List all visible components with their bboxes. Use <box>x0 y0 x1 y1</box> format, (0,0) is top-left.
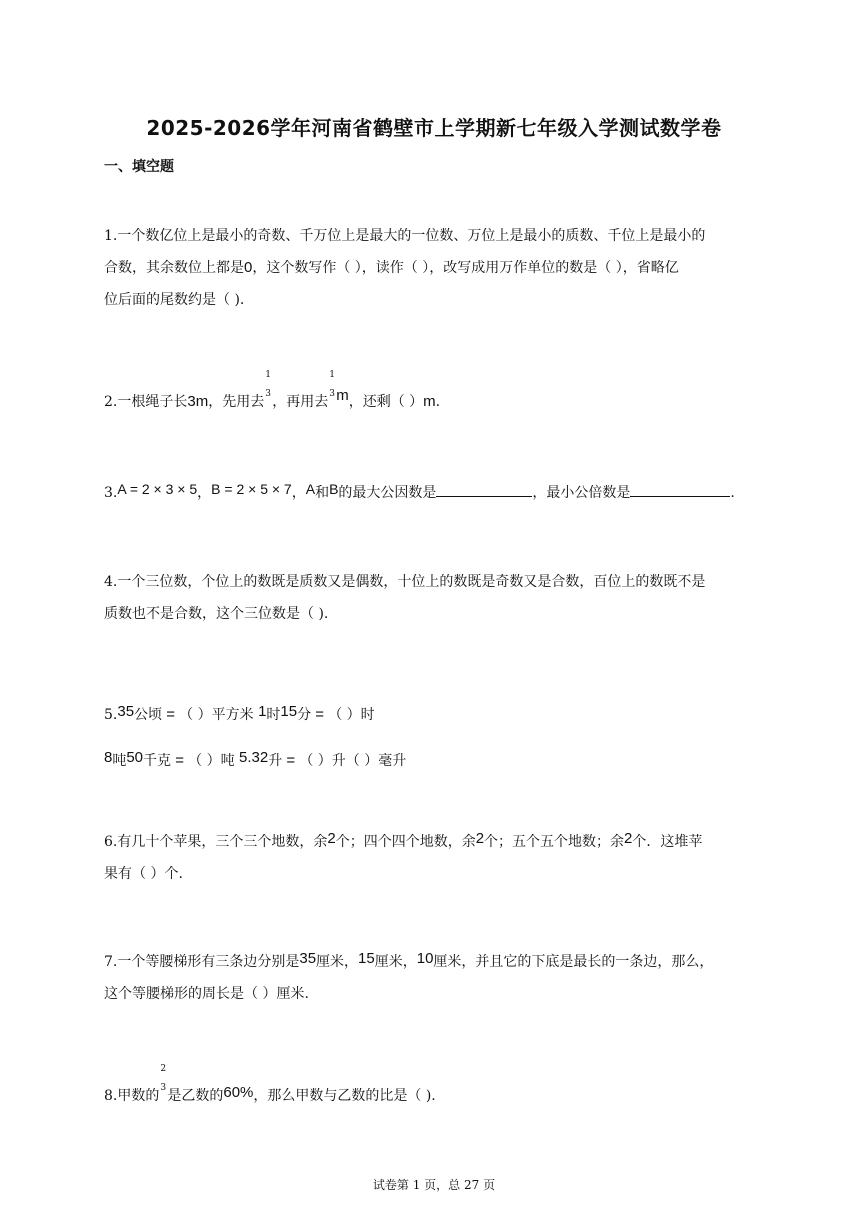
q3-text: 的最大公因数是 <box>338 485 437 501</box>
q3-expression-a: A = 2 × 3 × 5 <box>117 481 198 497</box>
q5-text: （ ）时 <box>328 707 375 723</box>
q3-text: ， <box>291 485 306 501</box>
q8-text: 是乙数的 <box>167 1088 224 1104</box>
q5-num: 15 <box>280 703 298 720</box>
fraction-1-3 <box>264 370 272 406</box>
q3-expression-b: B = 2 × 5 × 7 <box>211 481 292 497</box>
q1-text: ，这个数写作（ ），读作（ ），改写成用万作单位的数是（ ），省略亿 <box>252 260 679 276</box>
q3-text: ，最小公倍数是 <box>532 485 631 501</box>
q3-text: . <box>730 485 735 501</box>
q1-text: 合数，其余数位上都是 <box>104 260 244 276</box>
q2-text: . <box>435 394 441 410</box>
q7-num: 35 <box>299 950 317 967</box>
q4-line2: 质数也不是合数，这个三位数是（ ). <box>104 606 329 622</box>
question-7 <box>104 946 764 1010</box>
q5-line2 <box>104 738 764 784</box>
q3-var: A <box>305 481 316 497</box>
q5-text: 吨 <box>112 753 127 769</box>
q1-num: 0 <box>244 259 253 276</box>
q5-line1 <box>104 692 764 738</box>
q7-num: 10 <box>416 950 434 967</box>
answer-blank-lcm[interactable] <box>630 482 730 497</box>
page-footer: 试卷第 1 页，总 27 页 <box>372 1178 496 1192</box>
q5-text: 升 <box>268 753 283 769</box>
question-4 <box>104 566 764 630</box>
q3-var: B <box>329 481 339 497</box>
page-title: 2025-2026学年河南省鹤壁市上学期新七年级入学测试数学卷 <box>146 116 722 140</box>
q5-text: （ ）升（ ）毫升 <box>299 753 407 769</box>
q7-text: 7.一个等腰梯形有三条边分别是 <box>104 954 300 970</box>
q5-eq: = <box>282 752 300 769</box>
q5-text: 时 <box>266 707 281 723</box>
section-heading: 一、填空题 <box>104 159 174 175</box>
q5-text: 千克 <box>143 753 172 769</box>
fraction-numerator: 1 <box>265 370 271 380</box>
fraction-1-3 <box>328 370 336 406</box>
fraction-numerator: 1 <box>329 370 335 380</box>
q8-percent: 60% <box>223 1084 254 1101</box>
q5-num: 8 <box>104 749 113 766</box>
q3-text: ， <box>197 485 212 501</box>
q6-num: 2 <box>475 830 485 847</box>
q7-text: 厘米，并且它的下底是最长的一条边，那么， <box>433 954 714 970</box>
fraction-2-3 <box>159 1064 167 1100</box>
q5-eq: = <box>311 706 329 723</box>
fraction-denominator: 3 <box>265 389 271 399</box>
q1-line1: 1.一个数亿位上是最小的奇数、千万位上是最大的一位数、万位上是最小的质数、千位上是最小的 <box>104 228 706 244</box>
q4-line1: 4.一个三位数，个位上的数既是质数又是偶数，十位上的数既是奇数又是合数，百位上的数既不是 <box>104 574 706 590</box>
q5-num: 35 <box>117 703 135 720</box>
q6-text: 6.有几十个苹果，三个三个地数，余 <box>104 834 328 850</box>
question-3 <box>104 476 764 509</box>
q7-num: 15 <box>358 950 375 967</box>
q2-unit: m <box>423 393 436 410</box>
q7-text: 厘米， <box>374 954 417 970</box>
q5-eq: = <box>162 706 180 723</box>
q2-length: 3m <box>187 393 209 410</box>
q5-text: 5. <box>104 707 118 723</box>
q5-num: 50 <box>126 749 144 766</box>
q5-num: 5.32 <box>239 749 269 766</box>
q5-eq: = <box>171 752 189 769</box>
q2-text: 2.一根绳子长 <box>104 394 188 410</box>
q6-text: 个；四个四个地数，余 <box>335 834 476 850</box>
q6-num: 2 <box>624 830 633 847</box>
fraction-denominator: 3 <box>160 1083 167 1093</box>
q6-text: 个．这堆苹 <box>632 834 703 850</box>
q6-num: 2 <box>327 830 336 847</box>
q2-text: ，先用去 <box>208 394 265 410</box>
q3-text: 和 <box>315 485 330 501</box>
question-8 <box>104 1064 764 1112</box>
question-1 <box>104 220 764 316</box>
q1-line2 <box>104 252 764 284</box>
q2-text: ，再用去 <box>272 394 329 410</box>
question-6 <box>104 826 764 890</box>
q5-text: 分 <box>297 707 312 723</box>
q6-text: 个；五个五个地数；余 <box>484 834 625 850</box>
fraction-numerator: 2 <box>160 1064 167 1074</box>
q2-text: ，还剩（ ） <box>348 394 424 410</box>
answer-blank-gcd[interactable] <box>436 482 532 497</box>
question-2 <box>104 370 764 418</box>
q5-text: 公顷 <box>134 707 163 723</box>
q5-text: （ ）吨 <box>188 753 240 769</box>
q5-text: （ ）平方米 <box>179 707 259 723</box>
fraction-denominator: 3 <box>329 389 335 399</box>
q7-line2: 这个等腰梯形的周长是（ ）厘米. <box>104 986 309 1002</box>
q1-line3: 位后面的尾数约是（ ). <box>104 292 245 308</box>
question-5 <box>104 692 764 784</box>
q3-text: 3. <box>104 485 118 501</box>
q6-line1 <box>104 826 764 858</box>
q8-text: ，那么甲数与乙数的比是（ ). <box>253 1088 436 1104</box>
q2-unit: m <box>336 387 349 404</box>
q7-text: 厘米， <box>316 954 359 970</box>
q6-line2: 果有（ ）个. <box>104 866 183 882</box>
q7-line1 <box>104 946 764 978</box>
q8-text: 8.甲数的 <box>104 1088 160 1104</box>
q5-num: 1 <box>258 703 267 720</box>
